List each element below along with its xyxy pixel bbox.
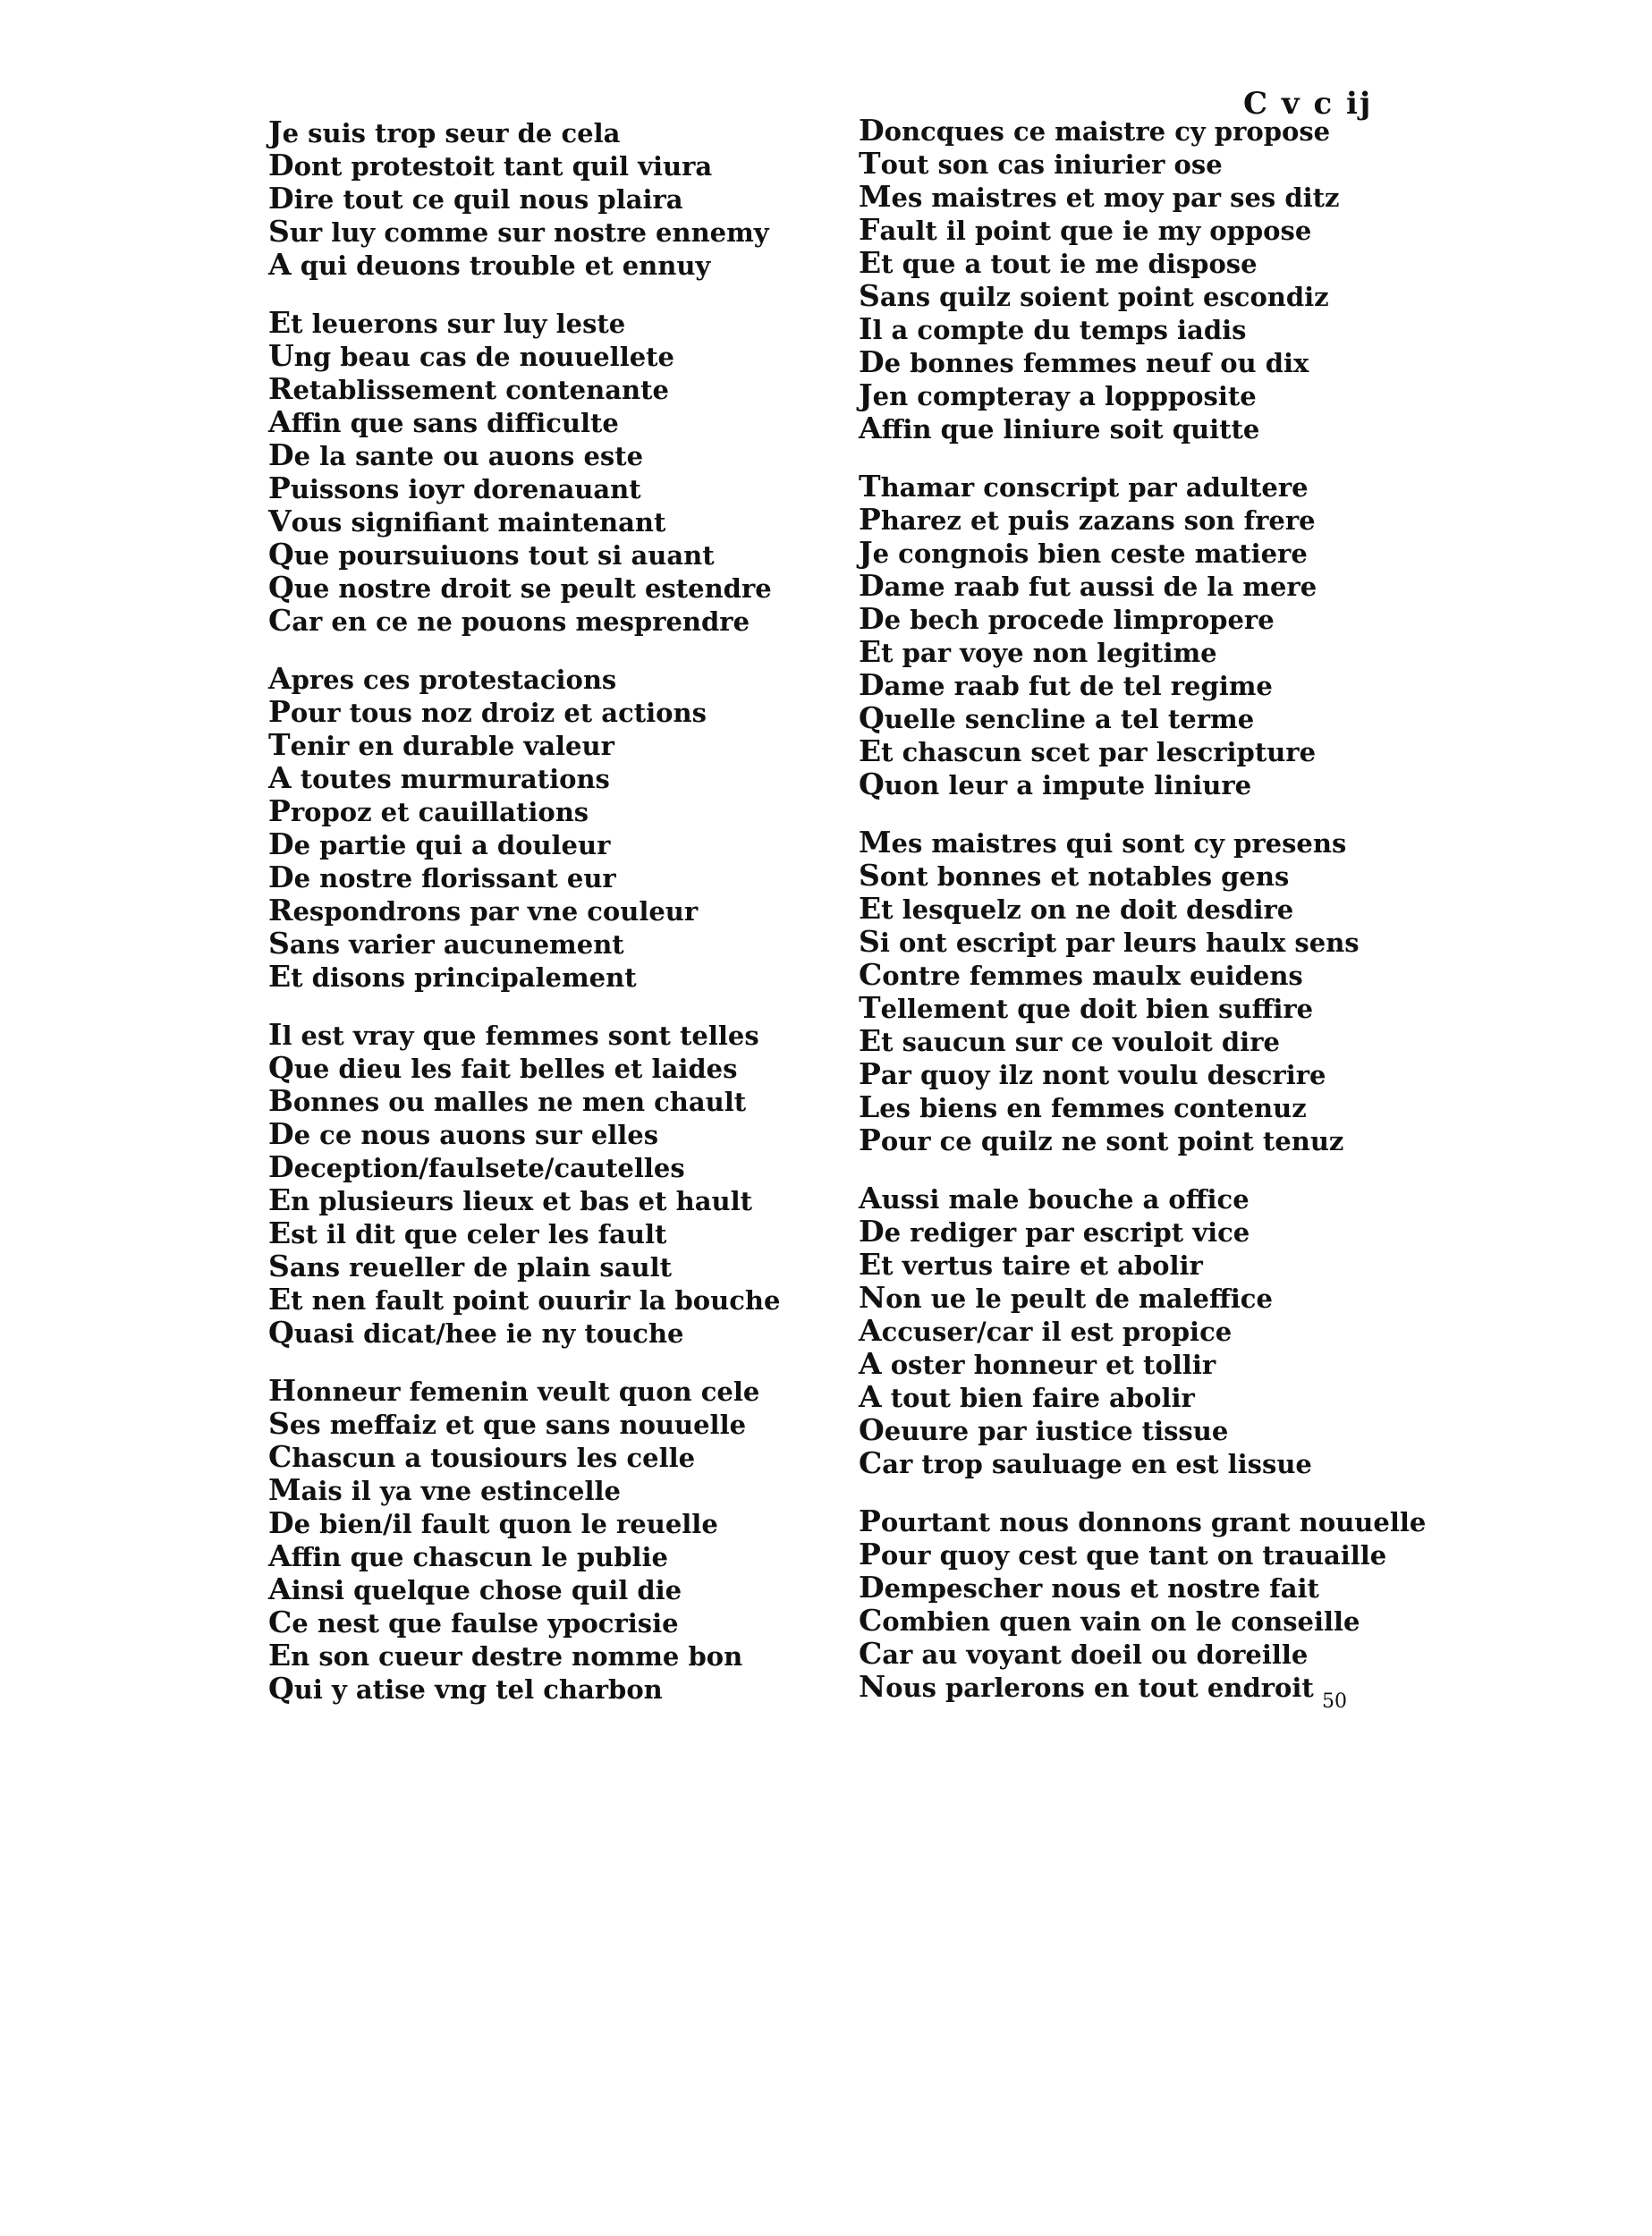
folio-signature: C v c ij bbox=[1243, 86, 1373, 122]
verse-line: Et vertus taire et abolir bbox=[859, 1247, 1203, 1282]
verse-line: Ung beau cas de nouuellete bbox=[268, 338, 675, 373]
verse-line: Les biens en femmes contenuz bbox=[859, 1089, 1307, 1124]
verse-line: Ainsi quelque chose quil die bbox=[268, 1571, 682, 1606]
verse-line: Et nen fault point ouurir la bouche bbox=[268, 1282, 781, 1317]
right-stanza bbox=[859, 1503, 1427, 1704]
verse-line: Chascun a tousiours les celle bbox=[268, 1439, 696, 1474]
verse-line: Sans reueller de plain sault bbox=[268, 1249, 672, 1283]
verse-line: Sont bonnes et notables gens bbox=[859, 858, 1290, 893]
verse-line: Nous parlerons en tout endroit bbox=[859, 1669, 1314, 1704]
left-stanza bbox=[268, 663, 823, 994]
verse-line: Pourtant nous donnons grant nouuelle bbox=[859, 1503, 1427, 1538]
verse-line: En plusieurs lieux et bas et hault bbox=[268, 1182, 752, 1217]
verse-line: Fault il point que ie my oppose bbox=[859, 212, 1312, 247]
verse-line: Et saucun sur ce vouloit dire bbox=[859, 1023, 1280, 1058]
verse-line: De bien/il fault quon le reuelle bbox=[268, 1505, 718, 1540]
verse-line: A toutes murmurations bbox=[268, 760, 610, 795]
verse-line: Sans varier aucunement bbox=[268, 926, 624, 961]
verse-line: Et leuerons sur luy leste bbox=[268, 305, 626, 340]
verse-line: Dempescher nous et nostre fait bbox=[859, 1570, 1319, 1605]
verse-line: Quasi dicat/hee ie ny touche bbox=[268, 1315, 684, 1350]
verse-line: Je suis trop seur de cela bbox=[268, 114, 621, 149]
verse-line: Car en ce ne pouons mesprendre bbox=[268, 603, 750, 638]
verse-line: Doncques ce maistre cy propose bbox=[859, 113, 1331, 148]
verse-line: Jen compteray a loppposite bbox=[859, 377, 1257, 412]
verse-line: Retablissement contenante bbox=[268, 371, 669, 406]
verse-line: Et que a tout ie me dispose bbox=[859, 245, 1258, 280]
verse-line: Sans quilz soient point escondiz bbox=[859, 278, 1329, 313]
verse-line: Mes maistres et moy par ses ditz bbox=[859, 179, 1340, 214]
verse-line: Propoz et cauillations bbox=[268, 793, 589, 828]
verse-line: Il a compte du temps iadis bbox=[859, 311, 1247, 346]
verse-line: Pour ce quilz ne sont point tenuz bbox=[859, 1122, 1344, 1157]
verse-line: Quelle sencline a tel terme bbox=[859, 700, 1255, 735]
verse-line: Contre femmes maulx euidens bbox=[859, 957, 1303, 992]
verse-line: De bech procede limpropere bbox=[859, 601, 1275, 636]
left-stanza bbox=[268, 116, 823, 282]
verse-line: Sur luy comme sur nostre ennemy bbox=[268, 214, 769, 249]
verse-line: En son cueur destre nomme bon bbox=[268, 1638, 743, 1673]
left-stanza bbox=[268, 307, 823, 638]
verse-line: Mais il ya vne estincelle bbox=[268, 1472, 621, 1507]
verse-line: Que dieu les fait belles et laides bbox=[268, 1050, 738, 1085]
verse-line: Vous signifiant maintenant bbox=[268, 504, 666, 538]
verse-line: Et disons principalement bbox=[268, 959, 637, 994]
verse-line: Respondrons par vne couleur bbox=[268, 893, 699, 927]
verse-line: Affin que sans difficulte bbox=[268, 404, 619, 439]
left-stanza bbox=[268, 1019, 823, 1350]
verse-line: De ce nous auons sur elles bbox=[268, 1116, 659, 1151]
verse-line: Combien quen vain on le conseille bbox=[859, 1603, 1360, 1638]
verse-line: Aussi male bouche a office bbox=[859, 1181, 1250, 1215]
right-stanza bbox=[859, 826, 1413, 1157]
verse-line: Mes maistres qui sont cy presens bbox=[859, 825, 1347, 860]
verse-line: Dame raab fut de tel regime bbox=[859, 667, 1273, 702]
verse-line: De rediger par escript vice bbox=[859, 1214, 1250, 1249]
verse-line: Dont protestoit tant quil viura bbox=[268, 148, 713, 182]
verse-line: A qui deuons trouble et ennuy bbox=[268, 247, 711, 282]
verse-line: A tout bien faire abolir bbox=[859, 1379, 1195, 1414]
verse-line: Non ue le peult de maleffice bbox=[859, 1280, 1273, 1315]
verse-line: De bonnes femmes neuf ou dix bbox=[859, 344, 1309, 379]
verse-line: Il est vray que femmes sont telles bbox=[268, 1017, 759, 1052]
verse-line: Bonnes ou malles ne men chault bbox=[268, 1083, 747, 1118]
verse-line: Par quoy ilz nont voulu descrire bbox=[859, 1056, 1326, 1091]
verse-line: Que nostre droit se peult estendre bbox=[268, 570, 772, 605]
verse-line: De la sante ou auons este bbox=[268, 437, 644, 472]
verse-line: Tout son cas iniurier ose bbox=[859, 146, 1223, 181]
verse-line: Honneur femenin veult quon cele bbox=[268, 1373, 760, 1408]
verse-line: Oeuure par iustice tissue bbox=[859, 1412, 1229, 1447]
verse-line: Et par voye non legitime bbox=[859, 634, 1217, 669]
verse-line: Quon leur a impute liniure bbox=[859, 767, 1252, 801]
verse-line: A oster honneur et tollir bbox=[859, 1346, 1216, 1381]
verse-line: Thamar conscript par adultere bbox=[859, 469, 1309, 504]
left-stanza bbox=[268, 1375, 823, 1706]
verse-line: Apres ces protestacions bbox=[268, 661, 617, 696]
verse-line: Accuser/car il est propice bbox=[859, 1313, 1233, 1348]
verse-line: Car au voyant doeil ou doreille bbox=[859, 1636, 1309, 1671]
verse-line: Ses meffaiz et que sans nouuelle bbox=[268, 1406, 747, 1441]
right-stanza bbox=[859, 114, 1413, 445]
page-number: 50 bbox=[1322, 1690, 1347, 1713]
right-verse-column bbox=[859, 113, 1427, 1729]
verse-line: Pour tous noz droiz et actions bbox=[268, 694, 707, 729]
verse-line: Tenir en durable valeur bbox=[268, 727, 614, 762]
verse-line: Tellement que doit bien suffire bbox=[859, 990, 1314, 1025]
left-verse-column bbox=[268, 116, 823, 1731]
verse-line: Est il dit que celer les fault bbox=[268, 1215, 667, 1250]
verse-line: De nostre florissant eur bbox=[268, 860, 616, 894]
verse-line: Affin que liniure soit quitte bbox=[859, 411, 1260, 445]
verse-line: Que poursuiuons tout si auant bbox=[268, 537, 715, 572]
verse-line: Dame raab fut aussi de la mere bbox=[859, 568, 1317, 603]
verse-line: Pour quoy cest que tant on trauaille bbox=[859, 1537, 1387, 1571]
right-stanza bbox=[859, 1182, 1413, 1480]
verse-line: Qui y atise vng tel charbon bbox=[268, 1671, 663, 1706]
verse-line: Si ont escript par leurs haulx sens bbox=[859, 924, 1360, 959]
verse-line: Ce nest que faulse ypocrisie bbox=[268, 1605, 679, 1639]
verse-line: Dire tout ce quil nous plaira bbox=[268, 181, 683, 216]
verse-line: Deception/faulsete/cautelles bbox=[268, 1149, 685, 1184]
verse-line: Et lesquelz on ne doit desdire bbox=[859, 891, 1294, 926]
verse-line: Affin que chascun le publie bbox=[268, 1538, 668, 1573]
verse-line: Puissons ioyr dorenauant bbox=[268, 470, 641, 505]
verse-line: Je congnois bien ceste matiere bbox=[859, 535, 1308, 570]
verse-line: Et chascun scet par lescripture bbox=[859, 733, 1317, 768]
verse-line: Pharez et puis zazans son frere bbox=[859, 502, 1316, 537]
verse-line: Car trop sauluage en est lissue bbox=[859, 1445, 1312, 1480]
right-stanza bbox=[859, 470, 1413, 801]
verse-line: De partie qui a douleur bbox=[268, 826, 611, 861]
